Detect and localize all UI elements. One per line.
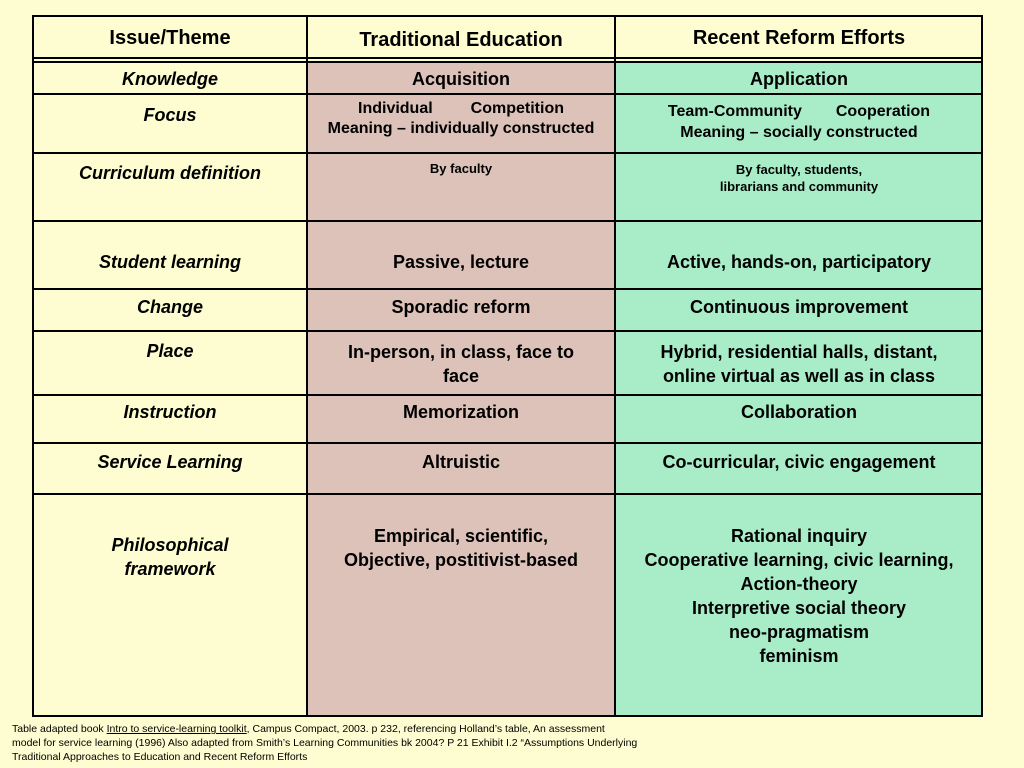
row-divider bbox=[33, 394, 983, 396]
row-divider bbox=[33, 152, 983, 154]
toolkit-link[interactable]: Intro to service-learning toolkit bbox=[106, 723, 247, 735]
table-caption bbox=[12, 722, 712, 764]
column-divider bbox=[306, 15, 308, 717]
row-divider bbox=[33, 57, 983, 59]
row-divider bbox=[33, 93, 983, 95]
table-border-right bbox=[981, 15, 983, 717]
row-divider bbox=[33, 15, 983, 17]
caption-text: Traditional Approaches to Education and Recent Reform Efforts bbox=[12, 751, 308, 763]
reform-text: feminism bbox=[759, 646, 839, 666]
reform-text: Interpretive social theory bbox=[691, 598, 907, 618]
traditional-cell bbox=[307, 494, 615, 716]
traditional-cell: Passive, lecture bbox=[307, 221, 615, 289]
issue-cell: Curriculum definition bbox=[33, 153, 307, 221]
header-recent-reform-efforts: Recent Reform Efforts bbox=[615, 16, 983, 58]
reform-text: Rational inquiry bbox=[730, 526, 867, 546]
reform-text: librarians and community bbox=[719, 179, 879, 194]
reform-text: Meaning – socially constructed bbox=[680, 124, 918, 141]
issue-cell: Knowledge bbox=[33, 62, 307, 94]
reform-text: By faculty, students, bbox=[735, 162, 863, 177]
table-row bbox=[33, 443, 983, 494]
issue-cell: Service Learning bbox=[33, 443, 307, 494]
traditional-text: Objective, postitivist-based bbox=[343, 550, 579, 570]
issue-text: Philosophical bbox=[111, 535, 229, 555]
traditional-text: face bbox=[442, 366, 480, 386]
table-row bbox=[33, 494, 983, 716]
issue-cell: Instruction bbox=[33, 395, 307, 443]
row-divider bbox=[33, 61, 983, 63]
table-border-left bbox=[32, 15, 34, 717]
reform-text: online virtual as well as in class bbox=[662, 366, 936, 386]
traditional-text: Empirical, scientific, bbox=[373, 526, 549, 546]
table-row bbox=[33, 395, 983, 443]
reform-text: Cooperation bbox=[835, 103, 931, 120]
table-row bbox=[33, 94, 983, 153]
table-row bbox=[33, 221, 983, 289]
caption-text: model for service learning (1996) Also adapted from Smith’s Learning Communities bk 2004? P 21 Exhibit I.2 “Assumptions Underlying bbox=[12, 737, 638, 749]
reform-text: Cooperative learning, civic learning, bbox=[644, 550, 954, 570]
traditional-cell: By faculty bbox=[307, 153, 615, 221]
traditional-text: Meaning – individually constructed bbox=[327, 120, 595, 137]
header-row bbox=[33, 16, 983, 58]
table-row bbox=[33, 153, 983, 221]
traditional-text: In-person, in class, face to bbox=[347, 342, 575, 362]
reform-text: Hybrid, residential halls, distant, bbox=[660, 342, 938, 362]
row-divider bbox=[33, 442, 983, 444]
row-divider bbox=[33, 288, 983, 290]
reform-text: neo-pragmatism bbox=[728, 622, 870, 642]
issue-cell: Change bbox=[33, 289, 307, 331]
traditional-cell: Acquisition bbox=[307, 62, 615, 94]
issue-cell bbox=[33, 494, 307, 716]
traditional-cell: Sporadic reform bbox=[307, 289, 615, 331]
issue-cell: Focus bbox=[33, 94, 307, 153]
reform-cell bbox=[615, 494, 983, 716]
traditional-cell: Altruistic bbox=[307, 443, 615, 494]
traditional-cell: Memorization bbox=[307, 395, 615, 443]
table-row bbox=[33, 62, 983, 94]
caption-text: Table adapted book bbox=[12, 723, 107, 735]
reform-cell: Co-curricular, civic engagement bbox=[615, 443, 983, 494]
traditional-text: Competition bbox=[470, 100, 564, 117]
traditional-cell bbox=[307, 331, 615, 395]
caption-text: , Campus Compact, 2003. p 232, referencing Holland’s table, An assessment bbox=[246, 723, 605, 735]
row-divider bbox=[33, 220, 983, 222]
reform-cell: Application bbox=[615, 62, 983, 94]
reform-cell: Continuous improvement bbox=[615, 289, 983, 331]
issue-text: framework bbox=[124, 559, 216, 579]
issue-cell: Place bbox=[33, 331, 307, 395]
row-divider bbox=[33, 493, 983, 495]
reform-text: Action-theory bbox=[740, 574, 858, 594]
reform-cell bbox=[615, 331, 983, 395]
reform-cell: Collaboration bbox=[615, 395, 983, 443]
reform-cell: Active, hands-on, participatory bbox=[615, 221, 983, 289]
traditional-text: Individual bbox=[358, 100, 433, 117]
issue-cell: Student learning bbox=[33, 221, 307, 289]
table-row bbox=[33, 289, 983, 331]
row-divider bbox=[33, 330, 983, 332]
reform-cell bbox=[615, 94, 983, 153]
traditional-cell bbox=[307, 94, 615, 153]
table-border-bottom bbox=[33, 715, 983, 717]
table-row bbox=[33, 331, 983, 395]
header-traditional-education: Traditional Education bbox=[307, 16, 615, 58]
header-issue-theme: Issue/Theme bbox=[33, 16, 307, 58]
reform-text: Team-Community bbox=[667, 103, 802, 120]
column-divider bbox=[614, 15, 616, 717]
reform-cell bbox=[615, 153, 983, 221]
